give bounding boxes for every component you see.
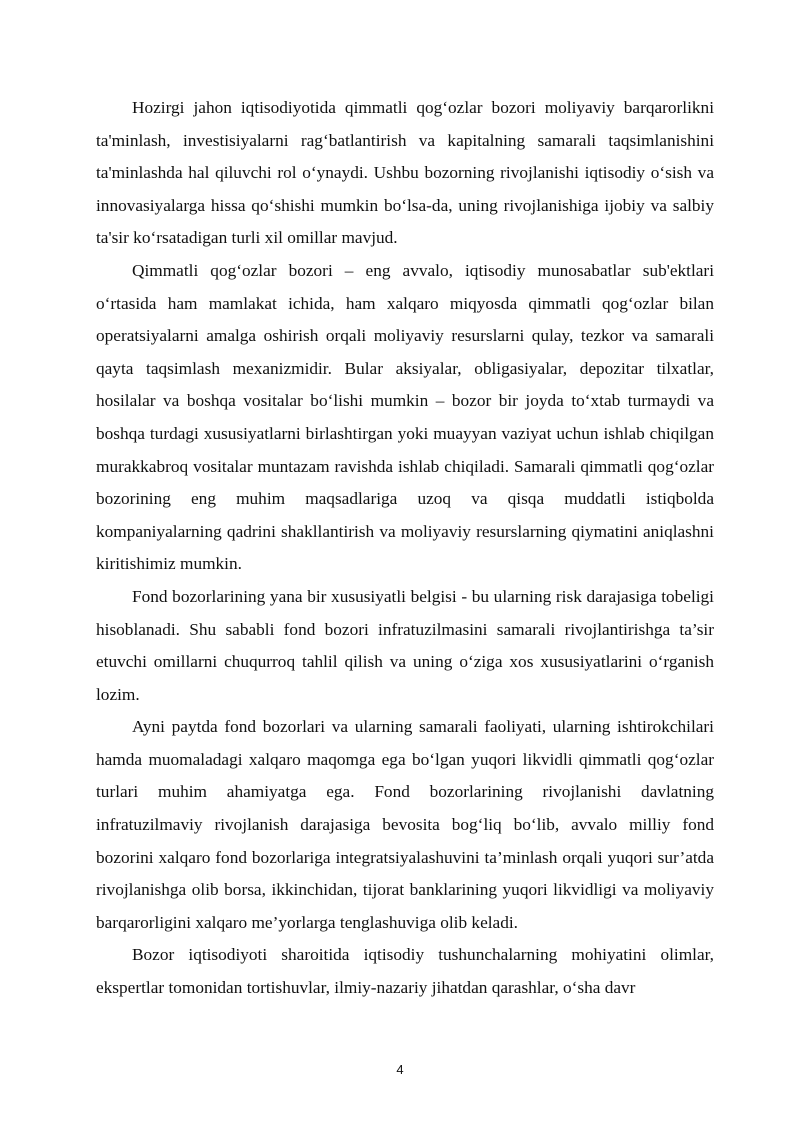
paragraph-4: Ayni paytda fond bozorlari va ularning samarali faoliyati, ularning ishtirokchilari hamda muomaladagi xalqaro maqomga ega bo‘lgan yuqori likvidli qimmatli qog‘ozlar turlari muhim ahamiyatga ega. Fond bozorlarining rivojlanishi davlatning infratuzilmaviy rivojlanish darajasiga bevosita bog‘liq bo‘lib, avvalo milliy fond bozorini xalqaro fond bozorlariga integratsiyalashuvini ta’minlash orqali yuqori sur’atda rivojlanishga olib borsa, ikkinchidan, tijorat banklarining yuqori likvidligi va moliyaviy barqarorligini xalqaro me’yorlarga tenglashuviga olib keladi. [96,717,714,932]
paragraph-1: Hozirgi jahon iqtisodiyotida qimmatli qog‘ozlar bozori moliyaviy barqarorlikni ta'minlash, investisiyalarni rag‘batlantirish va kapitalning samarali taqsimlanishini ta'minlashda hal qiluvchi rol o‘ynaydi. Ushbu bozorning rivojlanishi iqtisodiy o‘sish va innovasiyalarga hissa qo‘shishi mumkin bo‘lsa-da, uning rivojlanishiga ijobiy va salbiy ta'sir ko‘rsatadigan turli xil omillar mavjud. [96,98,714,248]
page-number: 4 [396,1062,404,1077]
body-text [96,92,714,1005]
paragraph-3: Fond bozorlarining yana bir xususiyatli belgisi - bu ularning risk darajasiga tobeligi hisoblanadi. Shu sababli fond bozori infratuzilmasini samarali rivojlantirishga ta’sir etuvchi omillarni chuqurroq tahlil qilish va uning o‘ziga xos xususiyatlarini o‘rganish lozim. [96,586,714,704]
paragraph-5: Bozor iqtisodiyoti sharoitida iqtisodiy tushunchalarning mohiyatini olimlar, ekspertlar tomonidan tortishuvlar, ilmiy-nazariy jihatdan qarashlar, o‘sha davr [96,945,714,998]
paragraph-2: Qimmatli qog‘ozlar bozori – eng avvalo, iqtisodiy munosabatlar sub'ektlari o‘rtasida ham mamlakat ichida, ham xalqaro miqyosda qimmatli qog‘ozlar bilan operatsiyalarni amalga oshirish orqali moliyaviy resurslarni qulay, tezkor va samarali qayta taqsimlash mexanizmidir. Bular aksiyalar, obligasiyalar, depozitar tilxatlar, hosilalar va boshqa vositalar bo‘lishi mumkin – bozor bir joyda to‘xtab turmaydi va boshqa turdagi xususiyatlarni birlashtirgan yoki muayyan vaziyat uchun ishlab chiqilgan murakkabroq vositalar muntazam ravishda ishlab chiqiladi. Samarali qimmatli qog‘ozlar bozorining eng muhim maqsadlariga uzoq va qisqa muddatli istiqbolda kompaniyalarning qadrini shakllantirish va moliyaviy resurslarning qiymatini aniqlashni kiritishimiz mumkin. [96,260,714,574]
